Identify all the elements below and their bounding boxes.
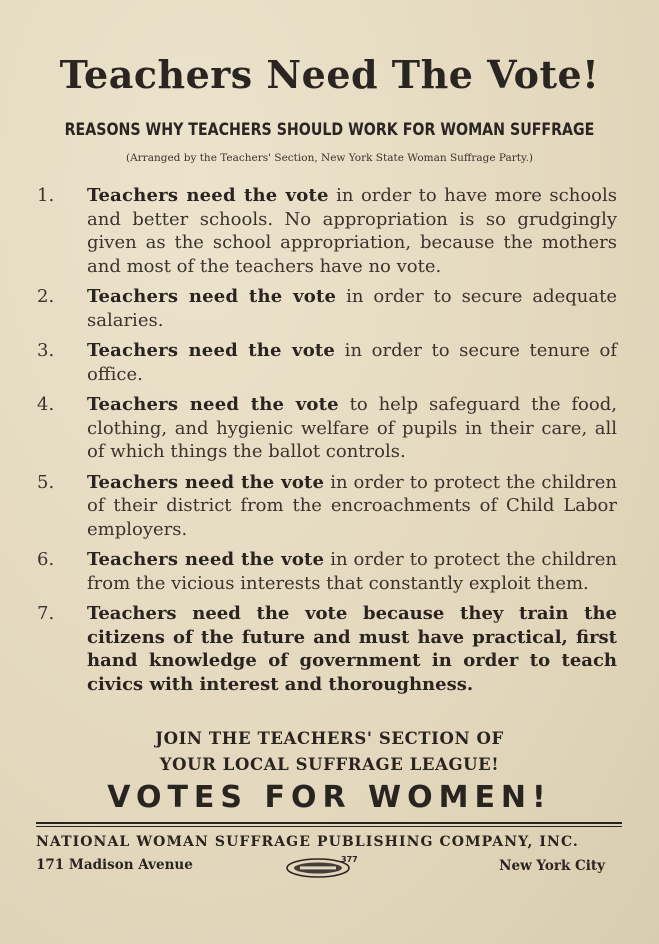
item-rest: in order to secure tenure of office.	[87, 340, 617, 385]
list-item	[37, 602, 617, 696]
item-lead: Teachers need the vote	[87, 286, 337, 307]
subtitle: REASONS WHY TEACHERS SHOULD WORK FOR WOMAN SUFFRAGE	[64, 120, 595, 139]
arranged-by-note: (Arranged by the Teachers' Section, New York State Woman Suffrage Party.)	[125, 152, 533, 164]
page-title: Teachers Need The Vote!	[59, 52, 600, 97]
item-number: 2.	[37, 286, 55, 307]
union-bug-number: 377	[341, 855, 358, 864]
item-rest: in order to protect the children of their district from the encroachments of Child Labor employers.	[87, 471, 617, 540]
item-rest: in order to protect the children from the vicious interests that constantly exploit them.	[87, 549, 617, 594]
publisher-name: NATIONAL WOMAN SUFFRAGE PUBLISHING COMPANY, INC.	[36, 834, 579, 850]
publisher-address: 171 Madison Avenue	[36, 857, 193, 873]
item-text	[87, 339, 617, 386]
join-line-1: JOIN THE TEACHERS' SECTION OF	[155, 729, 504, 748]
item-text	[87, 285, 617, 332]
join-line-2: YOUR LOCAL SUFFRAGE LEAGUE!	[159, 755, 500, 774]
item-text	[87, 184, 617, 278]
item-lead: Teachers need the vote	[87, 549, 325, 570]
item-number: 3.	[37, 340, 55, 361]
list-item	[37, 471, 617, 542]
list-item	[37, 548, 617, 595]
item-rest: in order to have more schools and better schools. No appropriation is so grudgingly given as the school appropriation, because the mothers and most of the teachers have no vote.	[87, 185, 617, 277]
item-lead: Teachers need the vote	[87, 340, 336, 361]
item-number: 5.	[37, 471, 55, 493]
join-call-to-action	[0, 726, 659, 778]
item-number: 1.	[37, 185, 55, 206]
union-label-icon	[286, 853, 358, 879]
list-item	[37, 393, 617, 464]
item-text: Teachers need the vote because they train the citizens of the future and must have practical, first hand knowledge of government in order to teach civics with interest and thoroughness.	[87, 603, 617, 695]
item-text	[87, 393, 617, 464]
item-lead: Teachers need the vote	[87, 471, 325, 493]
item-number: 4.	[37, 394, 55, 415]
item-text	[87, 548, 617, 595]
item-rest: to help safeguard the food, clothing, and hygienic welfare of pupils in their care, all of which things the ballot controls.	[87, 394, 617, 462]
list-item	[37, 184, 617, 278]
item-number: 6.	[37, 549, 55, 570]
publisher-city: New York City	[499, 858, 605, 874]
divider	[36, 822, 622, 824]
item-lead: Teachers need the vote	[87, 394, 339, 415]
list-item	[37, 339, 617, 386]
item-text	[87, 471, 617, 542]
reasons-list	[37, 184, 617, 703]
item-lead: Teachers need the vote	[87, 185, 329, 206]
item-rest: in order to secure adequate salaries.	[87, 286, 617, 331]
slogan: VOTES FOR WOMEN!	[107, 780, 552, 815]
divider	[36, 826, 622, 827]
list-item	[37, 285, 617, 332]
item-number: 7.	[37, 603, 55, 624]
